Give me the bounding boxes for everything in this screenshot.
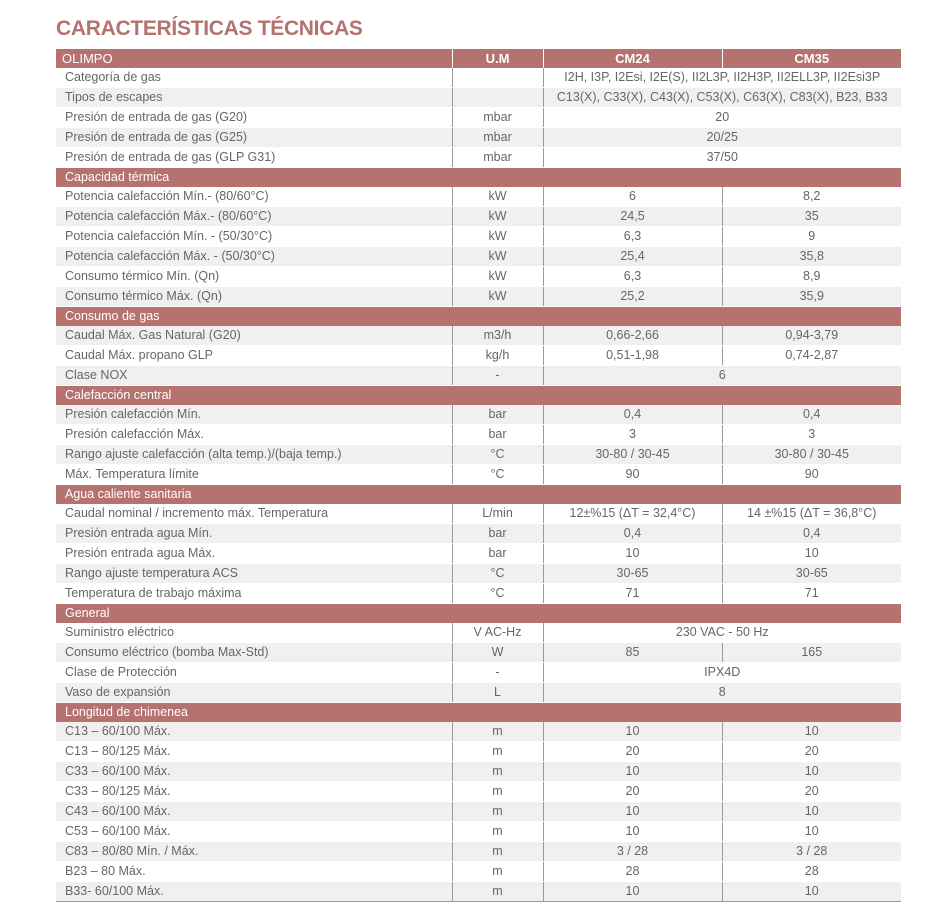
row-unit: °C <box>452 564 543 584</box>
page-title: CARACTERÍSTICAS TÉCNICAS <box>56 17 363 40</box>
row-value-cm35: 20 <box>722 782 901 802</box>
row-value-cm24: 30-65 <box>543 564 722 584</box>
row-value-cm24: 6 <box>543 187 722 207</box>
row-label: C43 – 60/100 Máx. <box>56 802 452 822</box>
section-title: General <box>56 604 901 624</box>
row-unit: m <box>452 722 543 742</box>
row-value-cm35: 10 <box>722 762 901 782</box>
table-row <box>56 762 901 782</box>
row-unit: °C <box>452 584 543 604</box>
row-value-cm24: 71 <box>543 584 722 604</box>
row-value-cm24: 12±%15 (ΔT = 32,4°C) <box>543 504 722 524</box>
row-unit: mbar <box>452 148 543 168</box>
section-header <box>56 307 901 327</box>
row-value-cm24: 30-80 / 30-45 <box>543 445 722 465</box>
row-value-both: 20/25 <box>543 128 901 148</box>
table-row <box>56 366 901 386</box>
table-row <box>56 247 901 267</box>
row-unit: kg/h <box>452 346 543 366</box>
row-value-both: C13(X), C33(X), C43(X), C53(X), C63(X), C83(X), B23, B33 <box>543 88 901 108</box>
row-unit: - <box>452 663 543 683</box>
row-unit: m <box>452 862 543 882</box>
row-label: Presión entrada agua Mín. <box>56 524 452 544</box>
row-label: Caudal Máx. propano GLP <box>56 346 452 366</box>
table-row <box>56 88 901 108</box>
row-unit: m <box>452 782 543 802</box>
row-value-cm35: 35,8 <box>722 247 901 267</box>
row-label: C53 – 60/100 Máx. <box>56 822 452 842</box>
row-label: Categoría de gas <box>56 68 452 88</box>
row-unit: m <box>452 742 543 762</box>
row-unit: mbar <box>452 108 543 128</box>
row-value-cm35: 30-65 <box>722 564 901 584</box>
table-row <box>56 544 901 564</box>
row-value-both: 8 <box>543 683 901 703</box>
table-row <box>56 564 901 584</box>
row-unit: bar <box>452 544 543 564</box>
table-row <box>56 524 901 544</box>
table-row <box>56 425 901 445</box>
row-unit: L/min <box>452 504 543 524</box>
row-label: Suministro eléctrico <box>56 623 452 643</box>
row-unit: V AC-Hz <box>452 623 543 643</box>
table-row <box>56 623 901 643</box>
row-value-both: 230 VAC - 50 Hz <box>543 623 901 643</box>
row-value-cm24: 20 <box>543 742 722 762</box>
row-label: Presión de entrada de gas (G25) <box>56 128 452 148</box>
section-title: Calefacción central <box>56 386 901 406</box>
row-value-cm24: 0,4 <box>543 524 722 544</box>
row-label: Potencia calefacción Máx.- (80/60°C) <box>56 207 452 227</box>
table-row <box>56 882 901 902</box>
table-row <box>56 148 901 168</box>
row-value-both: 6 <box>543 366 901 386</box>
table-row <box>56 207 901 227</box>
row-value-cm24: 6,3 <box>543 267 722 287</box>
row-unit: - <box>452 366 543 386</box>
row-value-cm35: 0,4 <box>722 405 901 425</box>
row-value-cm35: 9 <box>722 227 901 247</box>
table-row <box>56 465 901 485</box>
row-value-cm24: 0,51-1,98 <box>543 346 722 366</box>
row-value-cm35: 71 <box>722 584 901 604</box>
section-title: Capacidad térmica <box>56 168 901 188</box>
table-row <box>56 842 901 862</box>
table-row <box>56 722 901 742</box>
table-row <box>56 68 901 88</box>
header-cm24: CM24 <box>543 49 722 68</box>
row-unit: kW <box>452 207 543 227</box>
row-value-cm35: 35 <box>722 207 901 227</box>
row-value-cm24: 3 <box>543 425 722 445</box>
row-label: Caudal nominal / incremento máx. Temperatura <box>56 504 452 524</box>
row-value-cm35: 10 <box>722 722 901 742</box>
row-label: Caudal Máx. Gas Natural (G20) <box>56 326 452 346</box>
table-row <box>56 346 901 366</box>
table-row <box>56 128 901 148</box>
row-value-cm24: 10 <box>543 802 722 822</box>
row-value-cm24: 10 <box>543 722 722 742</box>
row-label: Rango ajuste temperatura ACS <box>56 564 452 584</box>
row-label: Consumo térmico Mín. (Qn) <box>56 267 452 287</box>
row-value-cm35: 30-80 / 30-45 <box>722 445 901 465</box>
table-row <box>56 822 901 842</box>
header-um: U.M <box>452 49 543 68</box>
row-value-cm24: 6,3 <box>543 227 722 247</box>
row-value-cm24: 3 / 28 <box>543 842 722 862</box>
row-label: Temperatura de trabajo máxima <box>56 584 452 604</box>
table-row <box>56 584 901 604</box>
row-label: Presión entrada agua Máx. <box>56 544 452 564</box>
row-label: Potencia calefacción Mín.- (80/60°C) <box>56 187 452 207</box>
row-value-cm24: 10 <box>543 882 722 902</box>
row-value-cm24: 25,4 <box>543 247 722 267</box>
table-row <box>56 802 901 822</box>
row-unit: m <box>452 762 543 782</box>
row-label: B23 – 80 Máx. <box>56 862 452 882</box>
row-label: Presión de entrada de gas (GLP G31) <box>56 148 452 168</box>
table-row <box>56 187 901 207</box>
row-unit: kW <box>452 287 543 307</box>
row-value-cm35: 10 <box>722 802 901 822</box>
row-unit: °C <box>452 465 543 485</box>
row-value-cm24: 28 <box>543 862 722 882</box>
row-value-cm24: 0,4 <box>543 405 722 425</box>
row-value-cm35: 28 <box>722 862 901 882</box>
section-title: Agua caliente sanitaria <box>56 485 901 505</box>
row-value-cm24: 0,66-2,66 <box>543 326 722 346</box>
row-unit: kW <box>452 247 543 267</box>
row-value-cm35: 20 <box>722 742 901 762</box>
row-unit: kW <box>452 227 543 247</box>
row-label: Consumo eléctrico (bomba Max-Std) <box>56 643 452 663</box>
row-value-cm35: 90 <box>722 465 901 485</box>
row-value-cm35: 0,4 <box>722 524 901 544</box>
row-unit: W <box>452 643 543 663</box>
section-header <box>56 386 901 406</box>
row-label: Potencia calefacción Máx. - (50/30°C) <box>56 247 452 267</box>
table-row <box>56 643 901 663</box>
row-label: Consumo térmico Máx. (Qn) <box>56 287 452 307</box>
row-unit: bar <box>452 405 543 425</box>
row-unit: kW <box>452 267 543 287</box>
section-header <box>56 703 901 723</box>
table-row <box>56 326 901 346</box>
row-unit: kW <box>452 187 543 207</box>
row-unit: L <box>452 683 543 703</box>
row-value-cm24: 90 <box>543 465 722 485</box>
row-label: C13 – 80/125 Máx. <box>56 742 452 762</box>
row-value-cm35: 10 <box>722 822 901 842</box>
section-title: Longitud de chimenea <box>56 703 901 723</box>
section-header <box>56 168 901 188</box>
row-unit: mbar <box>452 128 543 148</box>
row-value-cm35: 8,2 <box>722 187 901 207</box>
row-value-cm24: 20 <box>543 782 722 802</box>
table-row <box>56 108 901 128</box>
row-label: Presión de entrada de gas (G20) <box>56 108 452 128</box>
row-label: Rango ajuste calefacción (alta temp.)/(baja temp.) <box>56 445 452 465</box>
row-unit <box>452 68 543 88</box>
section-header <box>56 485 901 505</box>
row-label: Vaso de expansión <box>56 683 452 703</box>
row-unit: bar <box>452 524 543 544</box>
row-value-cm35: 0,94-3,79 <box>722 326 901 346</box>
row-unit: m <box>452 842 543 862</box>
row-value-cm35: 10 <box>722 544 901 564</box>
section-title: Consumo de gas <box>56 307 901 327</box>
row-value-both: 20 <box>543 108 901 128</box>
spec-table <box>56 49 901 902</box>
row-label: Clase de Protección <box>56 663 452 683</box>
table-row <box>56 742 901 762</box>
table-row <box>56 683 901 703</box>
row-value-cm24: 24,5 <box>543 207 722 227</box>
row-value-cm24: 10 <box>543 762 722 782</box>
row-label: Clase NOX <box>56 366 452 386</box>
row-unit: m <box>452 822 543 842</box>
row-value-cm24: 10 <box>543 544 722 564</box>
row-label: B33- 60/100 Máx. <box>56 882 452 902</box>
table-row <box>56 782 901 802</box>
section-header <box>56 604 901 624</box>
row-value-both: 37/50 <box>543 148 901 168</box>
row-label: Tipos de escapes <box>56 88 452 108</box>
row-unit <box>452 88 543 108</box>
row-value-cm35: 0,74-2,87 <box>722 346 901 366</box>
row-value-both: I2H, I3P, I2Esi, I2E(S), II2L3P, II2H3P, II2ELL3P, II2Esi3P <box>543 68 901 88</box>
row-label: C13 – 60/100 Máx. <box>56 722 452 742</box>
row-value-cm24: 85 <box>543 643 722 663</box>
row-value-cm35: 8,9 <box>722 267 901 287</box>
spec-body <box>56 68 901 902</box>
row-value-cm35: 3 / 28 <box>722 842 901 862</box>
header-model: OLIMPO <box>56 49 452 68</box>
row-unit: °C <box>452 445 543 465</box>
header-cm35: CM35 <box>722 49 901 68</box>
row-value-cm24: 10 <box>543 822 722 842</box>
row-value-cm35: 3 <box>722 425 901 445</box>
table-header <box>56 49 901 68</box>
row-value-cm24: 25,2 <box>543 287 722 307</box>
table-row <box>56 267 901 287</box>
row-unit: bar <box>452 425 543 445</box>
row-label: C83 – 80/80 Mín. / Máx. <box>56 842 452 862</box>
row-unit: m3/h <box>452 326 543 346</box>
row-label: C33 – 80/125 Máx. <box>56 782 452 802</box>
row-value-cm35: 165 <box>722 643 901 663</box>
table-row <box>56 287 901 307</box>
row-label: Presión calefacción Mín. <box>56 405 452 425</box>
row-label: C33 – 60/100 Máx. <box>56 762 452 782</box>
row-unit: m <box>452 802 543 822</box>
row-value-both: IPX4D <box>543 663 901 683</box>
table-row <box>56 663 901 683</box>
row-unit: m <box>452 882 543 902</box>
row-value-cm35: 35,9 <box>722 287 901 307</box>
row-label: Máx. Temperatura límite <box>56 465 452 485</box>
table-row <box>56 227 901 247</box>
row-value-cm35: 10 <box>722 882 901 902</box>
row-value-cm35: 14 ±%15 (ΔT = 36,8°C) <box>722 504 901 524</box>
table-row <box>56 445 901 465</box>
table-row <box>56 862 901 882</box>
table-row <box>56 504 901 524</box>
row-label: Potencia calefacción Mín. - (50/30°C) <box>56 227 452 247</box>
table-row <box>56 405 901 425</box>
row-label: Presión calefacción Máx. <box>56 425 452 445</box>
